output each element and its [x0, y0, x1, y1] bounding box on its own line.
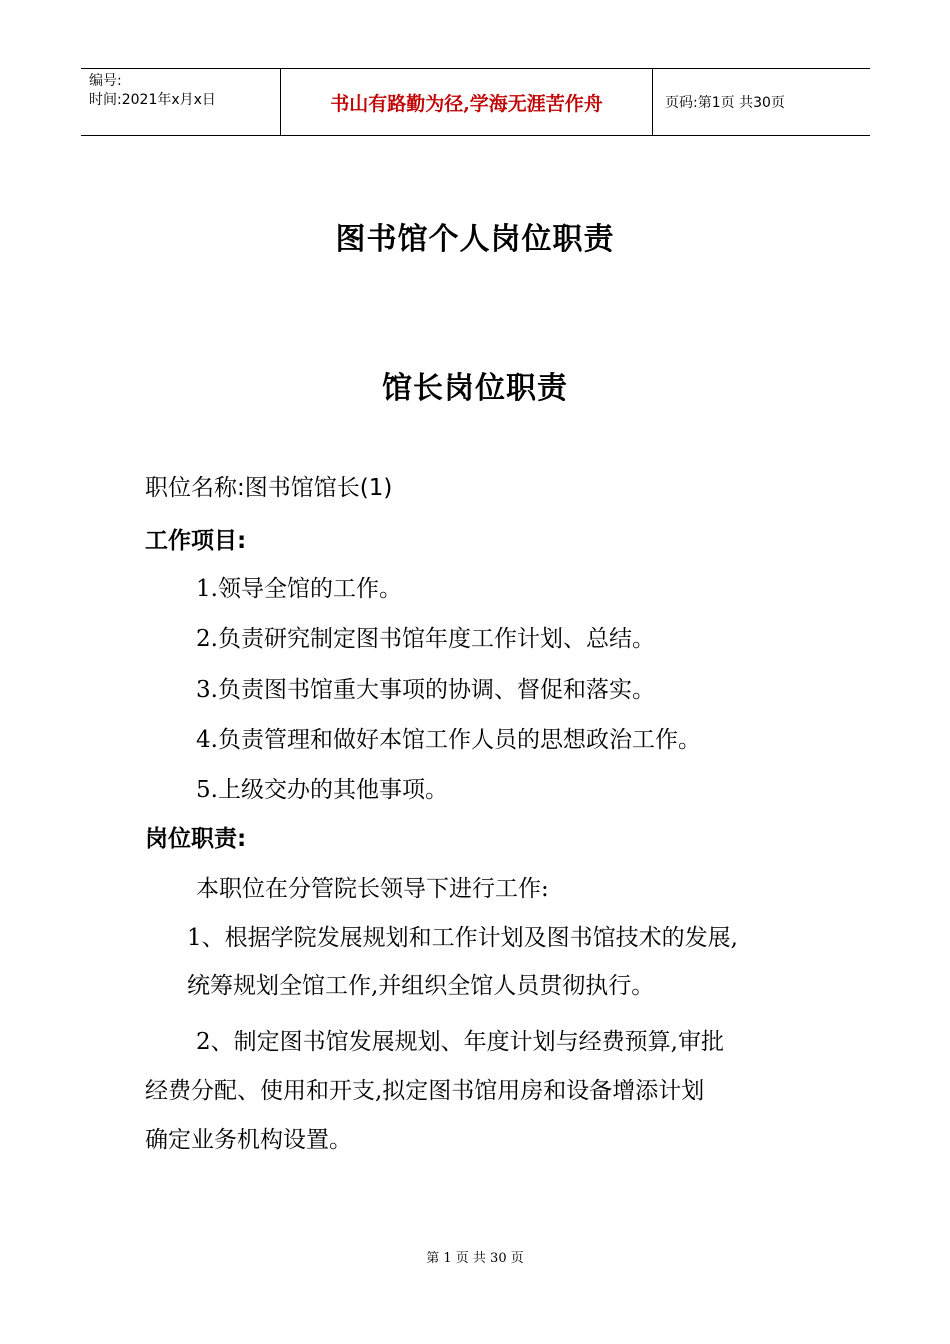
- duty-paragraph-line: 确定业务机构设置。: [145, 1127, 352, 1153]
- header-meta: [81, 69, 281, 135]
- header-motto: 书山有路勤为径,学海无涯苦作舟: [281, 69, 653, 135]
- duties-heading: 岗位职责:: [145, 826, 247, 852]
- duty-paragraph-line: 经费分配、使用和开支,拟定图书馆用房和设备增添计划: [145, 1078, 705, 1104]
- duty-paragraph-line: 1、根据学院发展规划和工作计划及图书馆技术的发展,: [187, 925, 738, 951]
- work-item: 2.负责研究制定图书馆年度工作计划、总结。: [196, 626, 655, 652]
- work-items-heading: 工作项目:: [145, 528, 247, 554]
- document-title: 图书馆个人岗位职责: [335, 222, 615, 257]
- duty-paragraph-line: 统筹规划全馆工作,并组织全馆人员贯彻执行。: [187, 973, 655, 999]
- work-item: 3.负责图书馆重大事项的协调、督促和落实。: [196, 677, 655, 703]
- work-item: 4.负责管理和做好本馆工作人员的思想政治工作。: [196, 727, 701, 753]
- position-name: 职位名称:图书馆馆长(1): [145, 475, 393, 501]
- work-item: 5.上级交办的其他事项。: [196, 777, 448, 803]
- duty-paragraph-line: 2、制定图书馆发展规划、年度计划与经费预算,审批: [196, 1029, 724, 1055]
- section-title: 馆长岗位职责: [382, 371, 568, 406]
- duties-intro: 本职位在分管院长领导下进行工作:: [196, 876, 549, 902]
- page-header: [81, 68, 870, 136]
- header-page-info: 页码:第1页 共30页: [665, 95, 785, 111]
- page-footer: 第 1 页 共 30 页: [426, 1251, 524, 1266]
- work-item: 1.领导全馆的工作。: [196, 576, 402, 602]
- header-number-label: 编号:: [89, 73, 122, 89]
- header-time-label: 时间:2021年x月x日: [89, 92, 216, 108]
